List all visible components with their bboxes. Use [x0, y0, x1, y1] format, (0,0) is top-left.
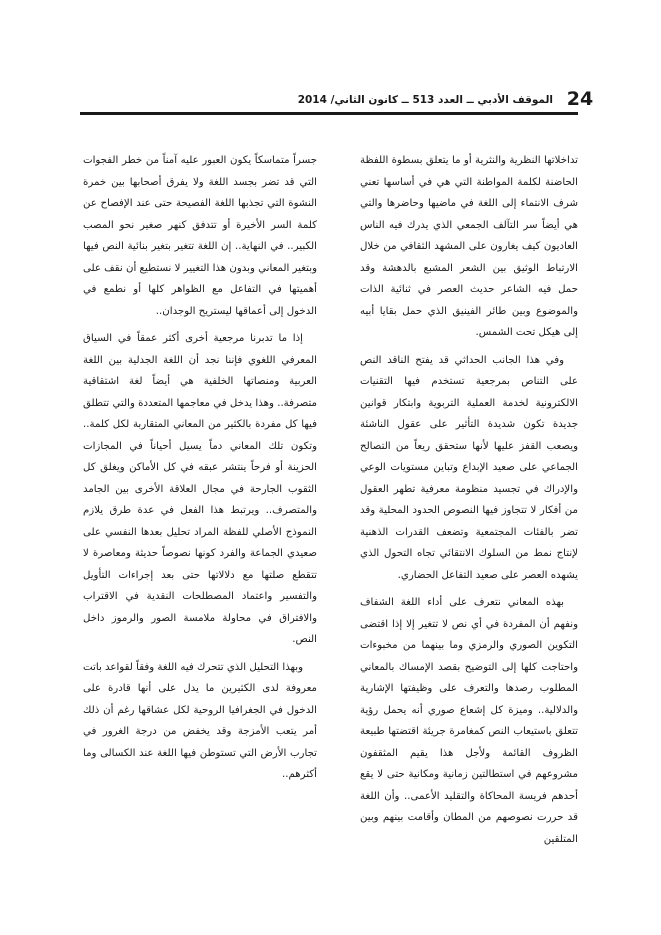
header-rule [80, 112, 578, 115]
article-column-right [360, 150, 578, 845]
paragraph: بهذه المعاني نتعرف على أداء اللغة الشفاف ونفهم أن المفردة في أي نص لا تتغير إلا إذا اقتضى التكوين الصوري والرمزي وما بينهما من مخبوءات واحتاجت كلها إلى التوضيح بقصد الإمساك بالمعاني المطلوب رصدها والتعرف على وظيفتها الإشارية والدلالية.. وميزة كل إشعاع صوري أنه يحمل رؤية تتعلق باستيعاب النص كمغامرة جريئة اقتضتها طبيعة الظروف القائمة ولأجل هذا يقيم المثقفون مشروعهم في استطالتين زمانية ومكانية حتى لا يقع أحدهم فريسة المحاكاة والتقليد الأعمى.. وأن اللغة قد حررت نصوصهم من المطان وأقامت بينهم وبين المتلقين [360, 597, 578, 845]
paragraph: إذا ما تدبرنا مرجعية أخرى أكثر عمقاً في السياق المعرفي اللغوي فإننا نجد أن اللغة الجدلية بين اللغة العربية ومنصاتها الخلفية هي أيضاً لغة اشتقاقية متصرفة.. وهذا يدخل في معاجمها المتعددة والتي تتطلق فيها كل مفردة بالكثير من المعاني المتقاربة لكل كلمة.. وتكون تلك المعاني دماً يسيل أحياناً في المجازات الحزينة أو فرحاً ينتشر عبقه في كل الأماكن ويغلق كل الثقوب الجارحة في مجال العلاقة الأخرى بين الجامد والمتصرف.. ويرتبط هذا الفعل في عدة طرق يلازم النموذج الأصلي للفظة المراد تحليل بعدها النفسي على صعيدي الجماعة والفرد كونها نصوصاً حديثة ومعاصرة لا تتقطع صلتها مع دلالاتها حتى بعد إجراءات التأويل والتفسير واعتماد المصطلحات النقدية في الاقتراب والافتراق في محاولة ملامسة الصور والرموز داخل النص. [83, 333, 317, 645]
running-header: الموقف الأدبي ــ العدد 513 ــ كانون الثاني/ 2014 [297, 94, 553, 106]
page-number: 24 [566, 88, 594, 110]
paragraph: وفي هذا الجانب الحداثي قد يفتح الناقد النص على التناص بمرجعية تستخدم فيها التقنيات الالكترونية لخدمة العملية التربوية وابتكار قوانين جديدة تكون شديدة التأثير على عقول الناشئة ويصعب القفز عليها لأنها ستحقق ريعاً من التصالح الجماعي على صعيد الإبداع وتباين مستويات الوعي والإدراك في تجسيد منظومة معرفية تطهر العقول من أفكار لا تتجاوز فيها النصوص الحدود المحلية وقد تضر بالفئات المجتمعية وتضعف القدرات الذهنية لإنتاج نمط من السلوك الانتقائي تجاه التحول الذي يشهده العصر على صعيد التفاعل الحضاري. [360, 354, 578, 581]
paragraph: وبهذا التحليل الذي تتحرك فيه اللغة وفقاً لقواعد باتت معروفة لدى الكثيرين ما يدل على أنها قادرة على الدخول في الجغرافيا الروحية لكل عشاقها رغم أن ذلك أمر يتعب الأمزجة وقد يخفض من درجة الغرور في تجارب الأرض التي تستوطن فيها اللغة عند الكسالى وما أكثرهم.. [83, 661, 317, 780]
article-column-left [83, 150, 317, 830]
paragraph: جسراً متماسكاً يكون العبور عليه آمناً من خطر الفجوات التي قد تضر بجسد اللغة ولا يفرق أصحابها بين خمرة النشوة التي تجذبها اللغة الفصيحة حتى عند الإفصاح عن كلمة السر الأخيرة أو تتدفق كنهر صغير نحو المصب الكبير.. في النهاية.. إن اللغة تتغير بتغير بنائية النص فيها وبتغير المعاني وبدون هذا التغيير لا نستطيع أن نقف على أهميتها في التفاعل مع الظواهر كلها أو نطمع في الدخول إلى أعماقها ليستريح الوجدان.. [83, 155, 317, 317]
paragraph: تداخلاتها النظرية والنثرية أو ما يتعلق بسطوة اللفظة الحاضنة لكلمة المواطنة التي هي في أساسها تعني شرف الانتماء إلى اللغة في ماضيها وحاضرها والتي هي أيضاً سر التآلف الجمعي الذي يدرك فيه الناس العاديون كيف يغارون على المشهد الثقافي من خلال الارتباط الوثيق بين الشعر المشبع بالدهشة وقد حمل فيه الشاعر حديث العصر في ثنائية الذات والموضوع وبين طائر الفينيق الذي حمل بقايا أبيه إلى هيكل تحت الشمس. [360, 155, 578, 338]
